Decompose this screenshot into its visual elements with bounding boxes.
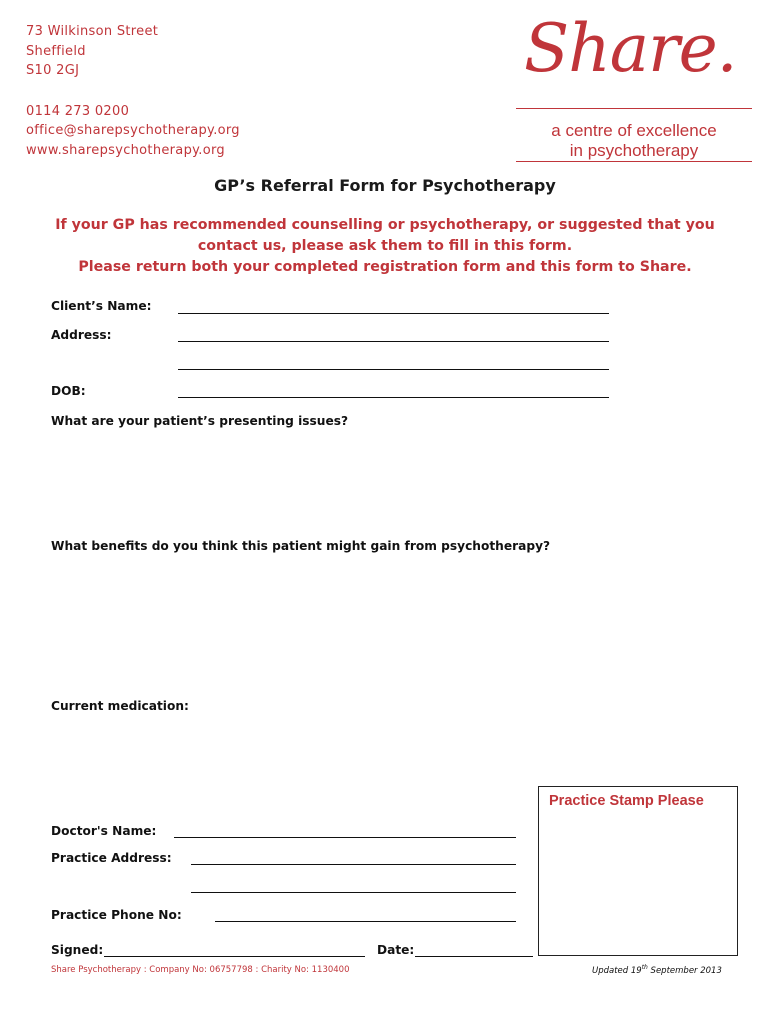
client-name-field[interactable] — [178, 313, 609, 314]
website-address: www.sharepsychotherapy.org — [26, 142, 225, 158]
address-field-line-1[interactable] — [178, 341, 609, 342]
intro-line-3: Please return both your completed registration form and this form to Share. — [78, 259, 692, 275]
contact-block — [26, 22, 240, 160]
doctor-name-label: Doctor's Name: — [51, 824, 157, 838]
updated-date — [592, 964, 722, 976]
address-field-line-2[interactable] — [178, 369, 609, 370]
date-label: Date: — [377, 943, 415, 957]
practice-phone-field[interactable] — [215, 921, 516, 922]
intro-line-1: If your GP has recommended counselling or psychotherapy, or suggested that you — [55, 217, 715, 233]
signature-field[interactable] — [104, 956, 365, 957]
practice-address-label: Practice Address: — [51, 851, 172, 865]
form-title: GP’s Referral Form for Psychotherapy — [214, 176, 556, 195]
email-address: office@sharepsychotherapy.org — [26, 123, 240, 138]
updated-suffix-ordinal: th — [641, 964, 648, 971]
form-intro — [20, 215, 750, 278]
signed-label: Signed: — [51, 943, 104, 957]
practice-address-field-line-2[interactable] — [191, 892, 516, 893]
address-line-3: S10 2GJ — [26, 63, 80, 78]
benefits-area[interactable] — [51, 560, 651, 690]
dob-field[interactable] — [178, 397, 609, 398]
doctor-name-field[interactable] — [174, 837, 516, 838]
date-field[interactable] — [415, 956, 533, 957]
practice-stamp-box[interactable] — [538, 786, 738, 956]
updated-prefix: Updated 19 — [592, 965, 642, 976]
phone-number: 0114 273 0200 — [26, 103, 130, 119]
logo-wordmark: Share. — [524, 10, 737, 87]
presenting-issues-label: What are your patient’s presenting issues? — [51, 414, 349, 428]
updated-suffix: September 2013 — [647, 965, 722, 976]
practice-address-field-line-1[interactable] — [191, 864, 516, 865]
address-line-1: 73 Wilkinson Street — [26, 24, 159, 39]
medication-area[interactable] — [51, 720, 521, 815]
benefits-label: What benefits do you think this patient might gain from psychotherapy? — [51, 539, 551, 553]
medication-label: Current medication: — [51, 699, 189, 713]
client-name-label: Client’s Name: — [51, 299, 152, 313]
tagline-line-2: in psychotherapy — [569, 141, 699, 160]
company-info: Share Psychotherapy : Company No: 06757798 : Charity No: 1130400 — [51, 965, 350, 975]
address-line-2: Sheffield — [26, 43, 86, 59]
logo-tagline — [516, 121, 752, 161]
practice-phone-label: Practice Phone No: — [51, 908, 182, 922]
presenting-issues-area[interactable] — [51, 436, 651, 532]
dob-label: DOB: — [51, 384, 86, 398]
practice-stamp-label: Practice Stamp Please — [549, 793, 704, 809]
address-label: Address: — [51, 328, 112, 342]
logo-top-rule — [516, 108, 752, 109]
logo-bottom-rule — [516, 161, 752, 162]
tagline-line-1: a centre of excellence — [551, 121, 717, 140]
intro-line-2: contact us, please ask them to fill in this form. — [197, 238, 573, 254]
share-logo — [516, 8, 752, 162]
